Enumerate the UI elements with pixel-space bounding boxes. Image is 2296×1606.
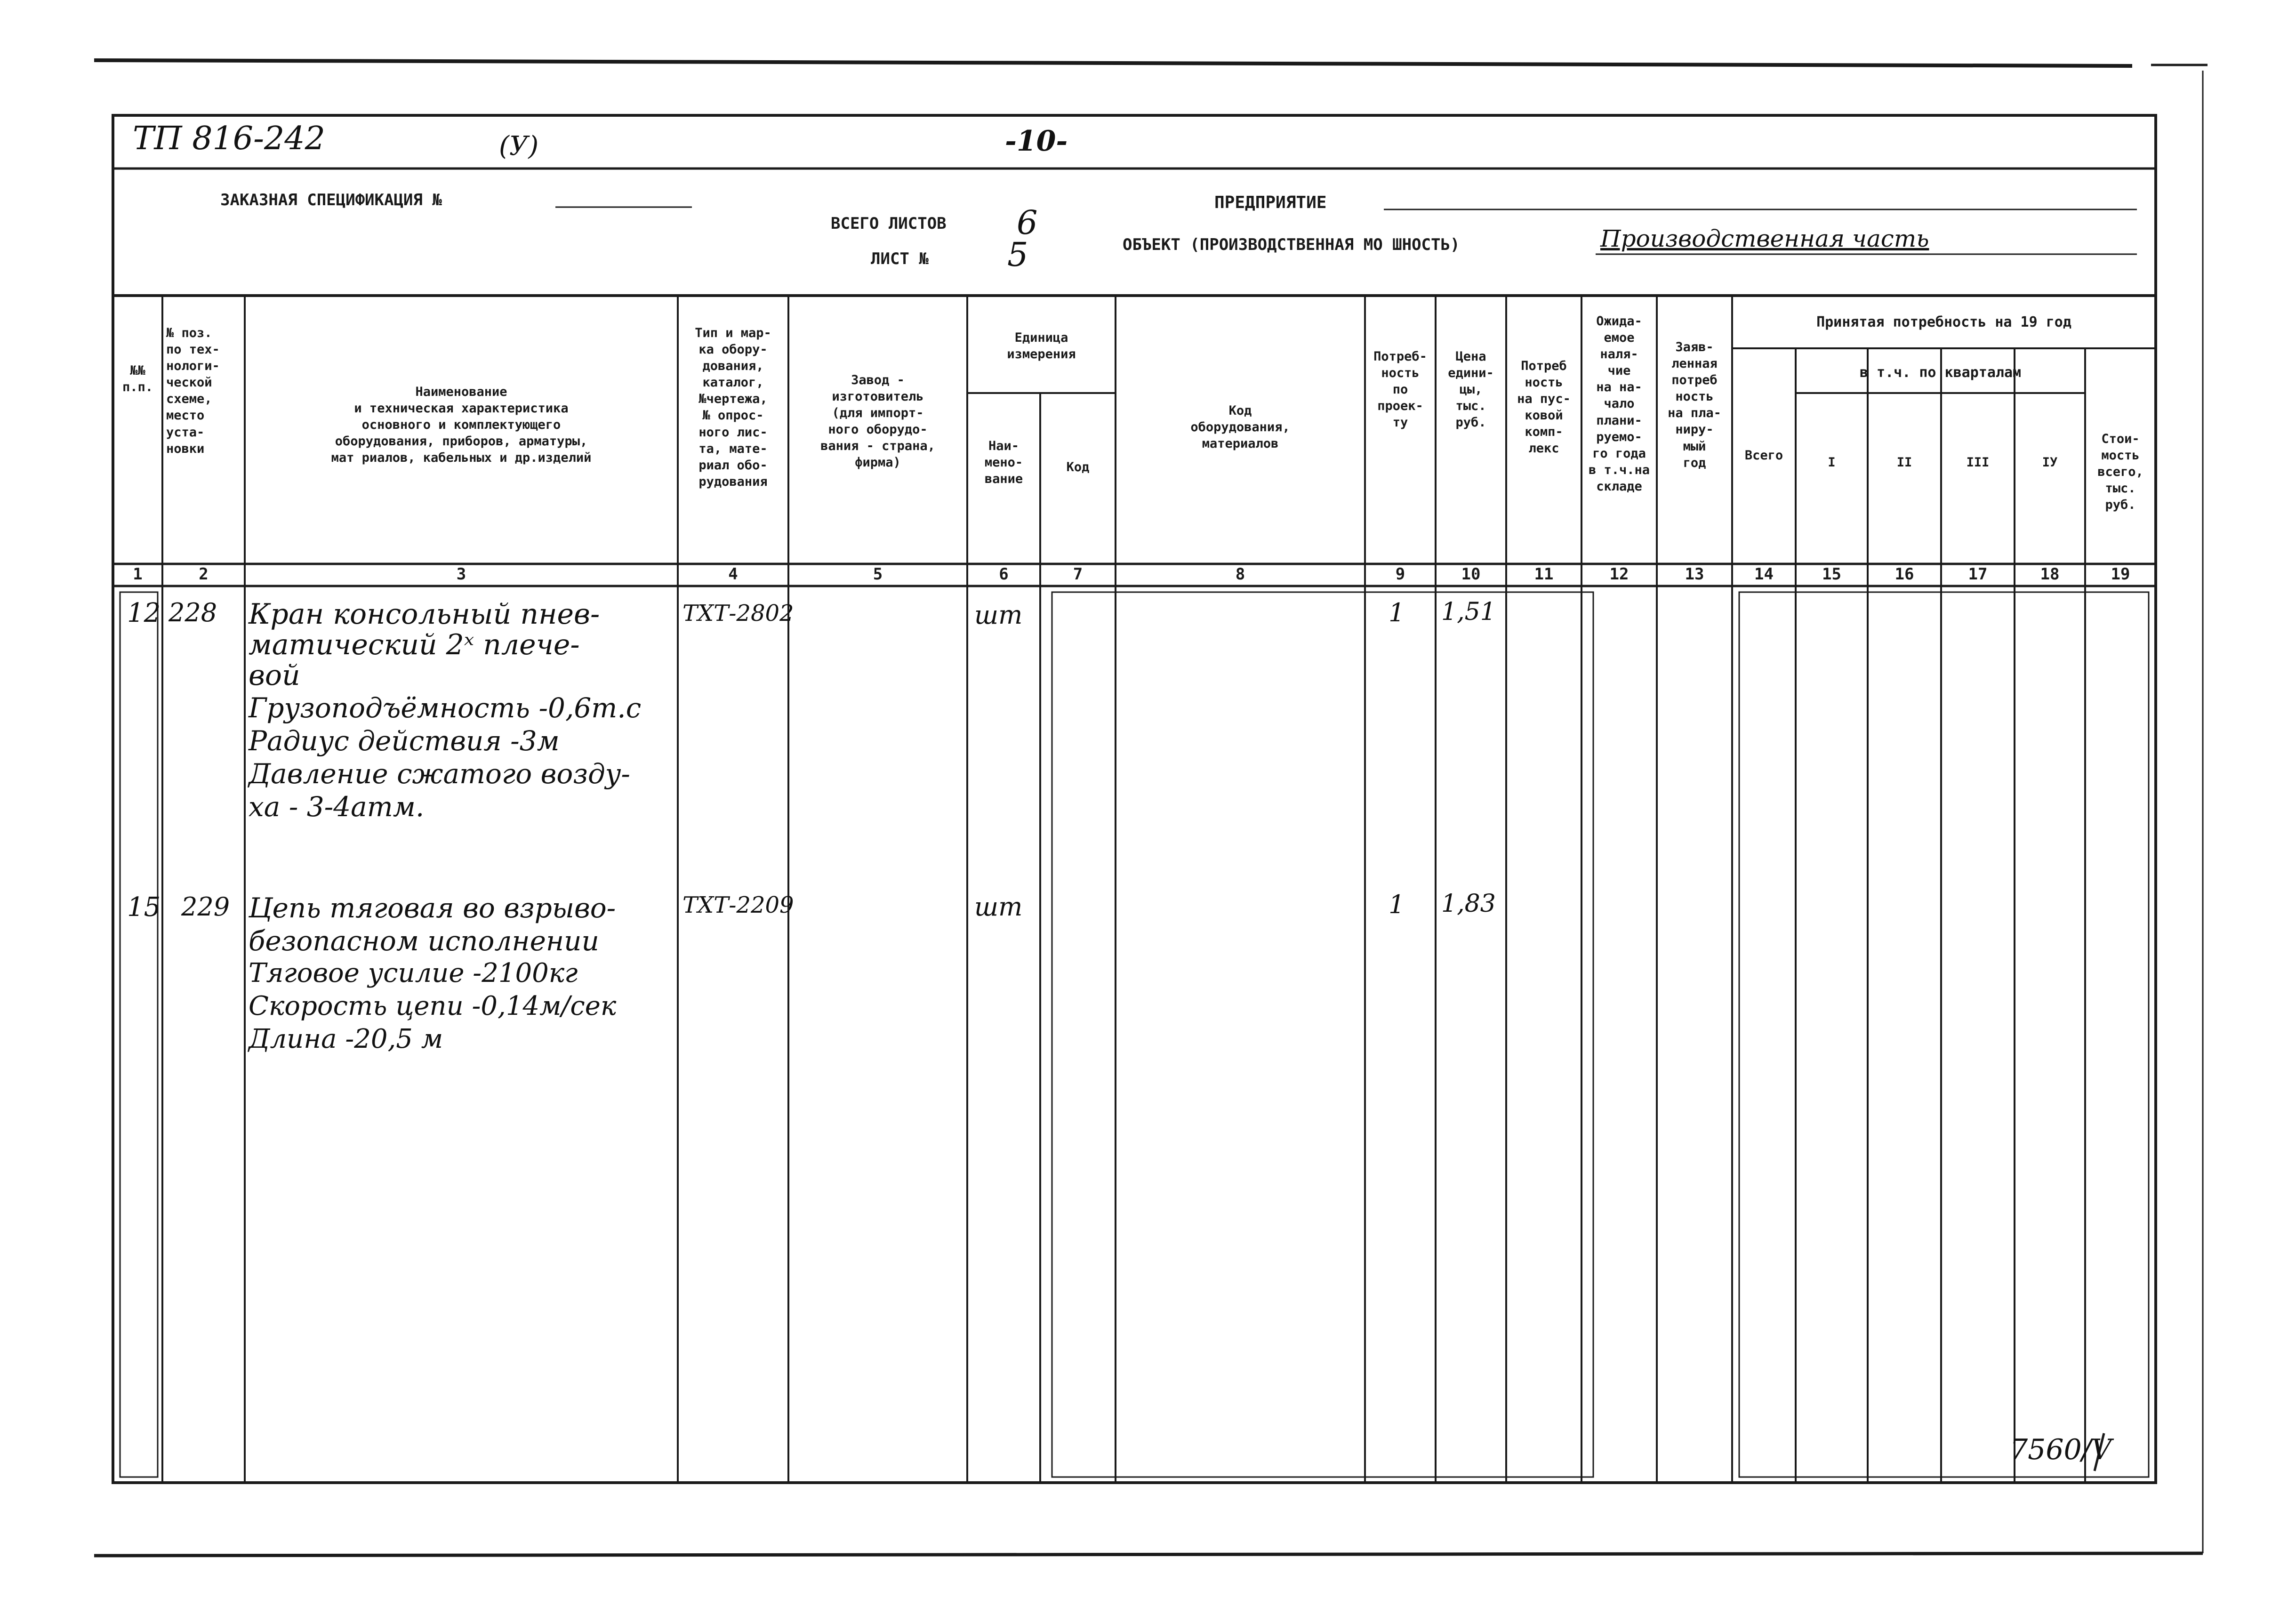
col-header-17: III [1966, 455, 1990, 470]
col-header-5: Завод - изготовитель (для импорт- ного оборудо- вания - страна, фирма) [820, 373, 935, 470]
object-label: ОБЪЕКТ (ПРОИЗВОДСТВЕННАЯ МО ШНОСТЬ) [1123, 235, 1460, 254]
col-num-11: 11 [1534, 565, 1554, 584]
col-header-2: № поз. по тех- нологи- ческой схеме, место уста- новки [166, 326, 220, 456]
col-header-10: Цена едини- цы, тыс. руб. [1448, 349, 1494, 430]
quarters-header: в т.ч. по кварталам [1859, 364, 2022, 381]
col-num-8: 8 [1235, 565, 1245, 584]
col-num-4: 4 [728, 565, 738, 584]
item-name-line: матический 2ˣ плече- [249, 628, 580, 661]
col-header-13: Заяв- ленная потреб ность на пла- ниру- мый год [1668, 340, 1721, 470]
col-header-7: Код [1066, 460, 1090, 474]
total-sheets-label: ВСЕГО ЛИСТОВ [831, 214, 947, 233]
col-num-13: 13 [1685, 565, 1704, 584]
item-name-line: Тяговое усилие -2100кг [249, 958, 578, 988]
col-num-5: 5 [873, 565, 883, 584]
document-code: ТП 816-242 [133, 120, 325, 157]
item-unit: шт [974, 600, 1023, 630]
item-qty: 1 [1389, 598, 1405, 627]
col-num-1: 1 [133, 565, 143, 584]
col-num-16: 16 [1895, 565, 1914, 584]
item-name-line: Цепь тяговая во взрыво- [249, 892, 616, 924]
unit-group-header: Единица измерения [1007, 330, 1076, 362]
col-num-6: 6 [999, 565, 1009, 584]
item-name-line: Длина -20,5 м [249, 1024, 443, 1054]
item-name-line: ха - 3-4атм. [249, 791, 425, 823]
col-header-18: IУ [2042, 455, 2058, 470]
object-value: Производственная часть [1600, 225, 1929, 252]
col-num-19: 19 [2111, 565, 2130, 584]
item-name-line: вой [249, 659, 300, 692]
page-number: -10- [1005, 125, 1068, 158]
item-price: 1,51 [1441, 598, 1496, 626]
volume-mark: (У) [499, 131, 539, 161]
col-header-4: Тип и мар- ка обору- дования, каталог, №чертежа, № опрос- ного лис- та, мате- риал обо- рудования [695, 326, 771, 489]
col-num-17: 17 [1968, 565, 1988, 584]
item-name-line: Давление сжатого возду- [249, 758, 630, 790]
col-header-15: I [1828, 455, 1836, 470]
col-header-12: Ожида- емое наля- чие на на- чало плани- руемо- го года в т.ч.на складе [1588, 314, 1650, 494]
item-name-line: Радиус действия -3м [249, 725, 560, 757]
col-header-8: Код оборудования, материалов [1190, 403, 1290, 451]
item-name-line: безопасном исполнении [249, 925, 599, 957]
sheet-label: ЛИСТ № [871, 249, 929, 268]
col-num-15: 15 [1822, 565, 1841, 584]
item-type: ТХТ-2802 [682, 600, 794, 626]
spec-label: ЗАКАЗНАЯ СПЕЦИФИКАЦИЯ № [220, 191, 442, 209]
col-num-14: 14 [1754, 565, 1774, 584]
col-header-9: Потреб- ность по проек- ту [1373, 349, 1427, 430]
position-number: 229 [181, 892, 230, 922]
col-header-19: Стои- мость всего, тыс. руб. [2097, 432, 2143, 513]
item-type: ТХТ-2209 [682, 892, 794, 918]
row-number: 15 [127, 892, 161, 923]
row-number: 12 [127, 598, 161, 628]
col-num-3: 3 [456, 565, 466, 584]
col-header-6: Наи- мено- вание [984, 439, 1023, 487]
sheet-value: 5 [1007, 235, 1028, 274]
enterprise-label: ПРЕДПРИЯТИЕ [1214, 193, 1327, 212]
col-header-11: Потреб ность на пус- ковой комп- лекс [1517, 359, 1571, 456]
item-name-line: Скорость цепи -0,14м/сек [249, 991, 617, 1021]
col-header-1: №№ п.п. [122, 363, 153, 395]
position-number: 228 [169, 598, 217, 627]
col-num-18: 18 [2040, 565, 2060, 584]
col-header-3: Наименование и техническая характеристика основного и комплектующего оборудования, приборов, арматуры, мат риалов, кабельных и др.изделий [331, 385, 592, 466]
total-sheets-value: 6 [1017, 203, 1038, 242]
col-header-16: II [1896, 455, 1912, 470]
col-num-2: 2 [199, 565, 209, 584]
need-group-header: Принятая потребность на 19 год [1816, 314, 2071, 330]
col-num-12: 12 [1609, 565, 1629, 584]
item-unit: шт [974, 892, 1023, 922]
col-num-10: 10 [1461, 565, 1481, 584]
item-name-line: Грузоподъёмность -0,6т.с [249, 692, 642, 724]
col-header-14: Всего [1744, 448, 1783, 463]
col-num-7: 7 [1073, 565, 1083, 584]
item-qty: 1 [1389, 890, 1405, 919]
item-price: 1,83 [1441, 890, 1496, 918]
item-name-line: Кран консольный пнев- [249, 598, 600, 631]
archive-stamp: 7560/V [2010, 1433, 2112, 1466]
col-num-9: 9 [1395, 565, 1405, 584]
